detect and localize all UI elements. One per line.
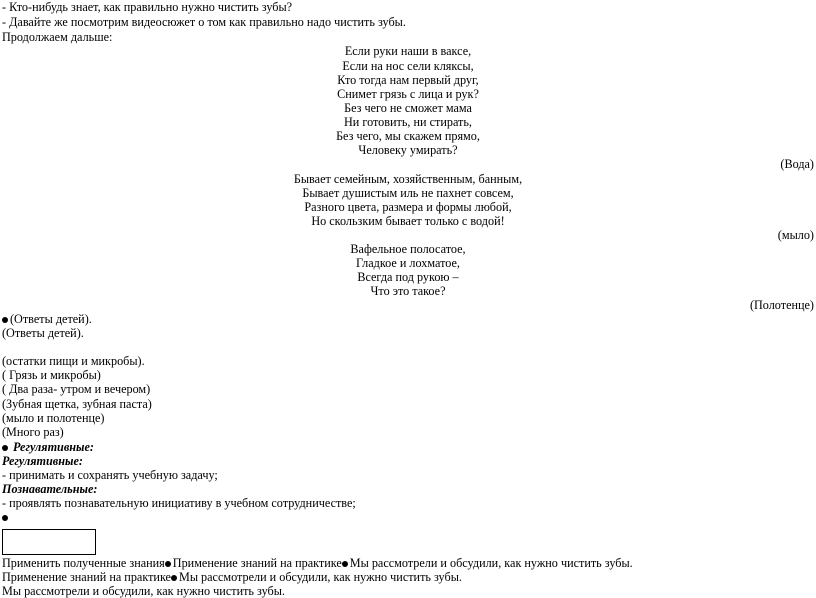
footer-text: Применить полученные знания — [2, 556, 165, 570]
answer-list-item: (остатки пищи и микробы). — [2, 354, 145, 368]
poem2-line: Но скользким бывает только с водой! — [311, 214, 505, 228]
answer-list-item: (Много раз) — [2, 425, 64, 439]
lone-bullet — [2, 510, 10, 524]
poem1-line: Без чего не сможет мама — [344, 101, 472, 115]
bullet-icon — [2, 445, 8, 451]
poem2-line: Бывает семейным, хозяйственным, банным, — [293, 172, 523, 186]
poem1-answer: (Вода) — [780, 157, 814, 171]
bullet-icon — [171, 575, 177, 581]
poem1-line: Ни готовить, ни стирать, — [344, 115, 472, 129]
bullet-icon — [2, 317, 8, 323]
poem3-line: Гладкое и лохматое, — [356, 256, 460, 270]
answer-list-item: (мыло и полотенце) — [2, 411, 105, 425]
answer-bulleted — [2, 312, 92, 326]
poem2-answer: (мыло) — [777, 228, 814, 242]
footer-text: Мы рассмотрели и обсудили, как нужно чистить зубы. — [349, 556, 633, 570]
intro-video: - Давайте же посмотрим видеосюжет о том как правильно надо чистить зубы. — [2, 15, 406, 29]
poem1-line: Кто тогда нам первый друг, — [337, 73, 479, 87]
answer-list-item: ( Два раза- утром и вечером) — [2, 382, 151, 396]
regulative-heading: Регулятивные: — [2, 454, 83, 468]
regulative-item: - принимать и сохранять учебную задачу; — [2, 468, 218, 482]
poem3-line: Что это такое? — [370, 284, 446, 298]
footer-text: Применение знаний на практике — [172, 556, 342, 570]
footer-text: Мы рассмотрели и обсудили, как нужно чистить зубы. — [178, 570, 462, 584]
empty-text-box — [2, 529, 96, 555]
poem1-line: Снимет грязь с лица и рук? — [337, 87, 479, 101]
answer-list-item: (Зубная щетка, зубная паста) — [2, 397, 152, 411]
footer-line-2 — [2, 570, 462, 584]
poem1-line: Без чего, мы скажем прямо, — [336, 129, 480, 143]
poem1-line: Если на нос сели кляксы, — [342, 59, 474, 73]
poem3-line: Вафельное полосатое, — [350, 242, 466, 256]
bullet-icon — [342, 561, 348, 567]
poem2-line: Разного цвета, размера и формы любой, — [304, 200, 512, 214]
answer-list-item: ( Грязь и микробы) — [2, 368, 101, 382]
bullet-icon — [2, 515, 8, 521]
poem3-answer: (Полотенце) — [749, 298, 814, 312]
answer-text: (Ответы детей). — [10, 312, 92, 326]
poem1-line: Человеку умирать? — [358, 143, 458, 157]
cognitive-heading: Познавательные: — [2, 482, 98, 496]
footer-line-1 — [2, 556, 633, 570]
regulative-bullet-heading — [2, 440, 94, 454]
answer-plain: (Ответы детей). — [2, 326, 84, 340]
bullet-icon — [165, 561, 171, 567]
intro-question: - Кто-нибудь знает, как правильно нужно чистить зубы? — [2, 0, 293, 14]
poem1-line: Если руки наши в ваксе, — [344, 44, 472, 58]
footer-line-3: Мы рассмотрели и обсудили, как нужно чистить зубы. — [2, 584, 285, 598]
footer-text: Применение знаний на практике — [2, 570, 171, 584]
cognitive-item: - проявлять познавательную инициативу в учебном сотрудничестве; — [2, 496, 356, 510]
poem3-line: Всегда под рукою – — [357, 270, 459, 284]
poem2-line: Бывает душистым иль не пахнет совсем, — [302, 186, 514, 200]
intro-continue: Продолжаем дальше: — [2, 30, 113, 44]
regulative-bullet-text: Регулятивные: — [13, 440, 94, 454]
